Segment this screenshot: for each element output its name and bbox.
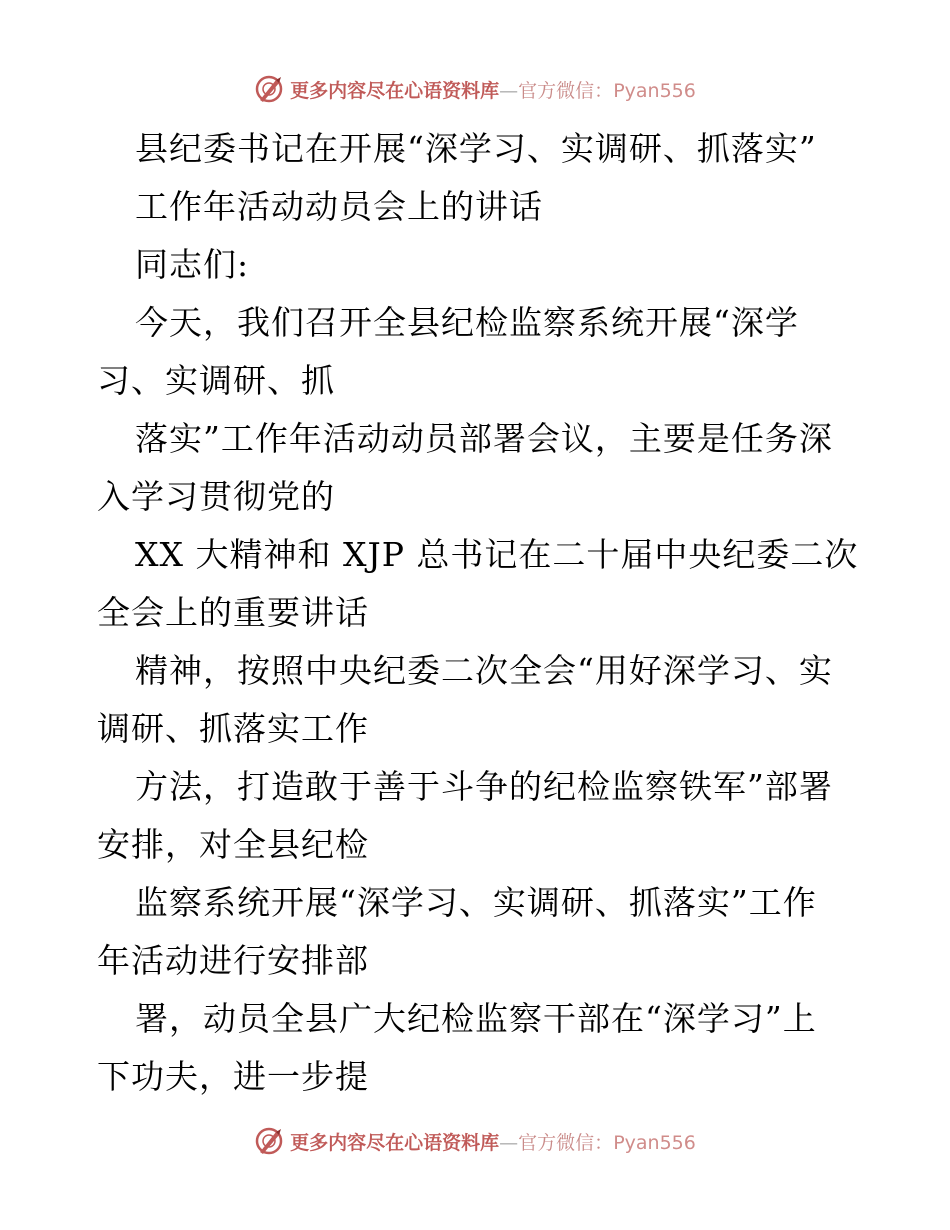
document-line: 入学习贯彻党的 — [97, 477, 335, 516]
watermark-separator: — — [499, 79, 519, 102]
document-line: 方法，打造敢于善于斗争的纪检监察铁军”部署 — [135, 767, 833, 806]
document-line: 习、实调研、抓 — [97, 361, 335, 400]
document-line: 工作年活动动员会上的讲话 — [135, 187, 543, 226]
document-line: 安排，对全县纪检 — [97, 825, 369, 864]
document-line: 今天，我们召开全县纪检监察系统开展“深学 — [135, 303, 799, 342]
watermark-account: Pyan556 — [613, 79, 696, 102]
watermark-text — [290, 76, 696, 103]
document-line: XX 大精神和 XJP 总书记在二十届中央纪委二次 — [135, 535, 859, 574]
document-line: 全会上的重要讲话 — [97, 593, 369, 632]
watermark-footer — [0, 1124, 950, 1158]
watermark-separator: — — [499, 1131, 519, 1154]
quill-pen-circle-icon — [254, 1126, 284, 1156]
document-line: 精神，按照中央纪委二次全会“用好深学习、实 — [135, 651, 833, 690]
document-line: 署，动员全县广大纪检监察干部在“深学习”上 — [135, 999, 817, 1038]
watermark-brand: 更多内容尽在心语资料库 — [290, 1131, 500, 1154]
document-line: 县纪委书记在开展“深学习、实调研、抓落实” — [135, 129, 817, 168]
watermark-brand: 更多内容尽在心语资料库 — [290, 79, 500, 102]
watermark-official: 官方微信： — [518, 79, 614, 102]
watermark-official: 官方微信： — [518, 1131, 614, 1154]
watermark-header — [0, 72, 950, 106]
watermark-account: Pyan556 — [613, 1131, 696, 1154]
quill-pen-circle-icon — [254, 74, 284, 104]
document-line: 下功夫，进一步提 — [97, 1057, 369, 1096]
document-line: 落实”工作年活动动员部署会议，主要是任务深 — [135, 419, 833, 458]
document-line: 年活动进行安排部 — [97, 941, 369, 980]
watermark-text — [290, 1128, 696, 1155]
document-line: 调研、抓落实工作 — [97, 709, 369, 748]
document-line: 监察系统开展“深学习、实调研、抓落实”工作 — [135, 883, 817, 922]
document-line: 同志们: — [135, 245, 250, 284]
